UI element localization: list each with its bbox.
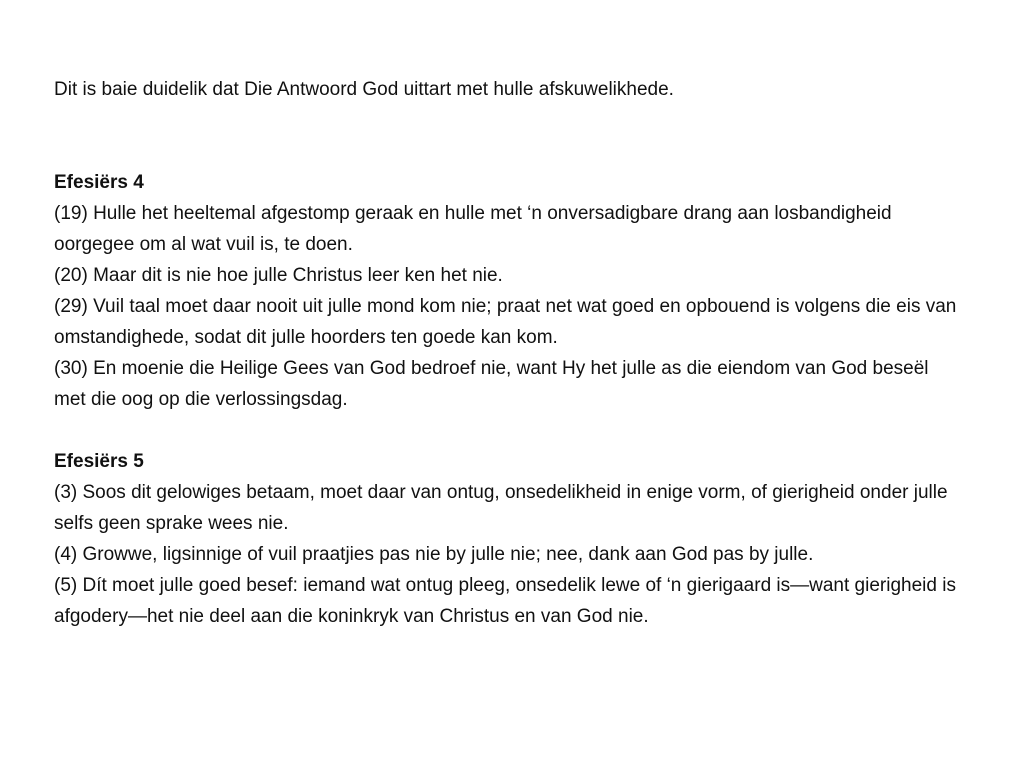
verse-20: (20) Maar dit is nie hoe julle Christus leer ken het nie. — [54, 265, 503, 286]
verse-29: (29) Vuil taal moet daar nooit uit julle mond kom nie; praat net wat goed en opbouend is volgens die eis van omstandighede, sodat dit julle hoorders ten goede kan kom. — [54, 296, 957, 348]
intro-text: Dit is baie duidelik dat Die Antwoord God uittart met hulle afskuwelikhede. — [54, 79, 674, 100]
verse-30: (30) En moenie die Heilige Gees van God bedroef nie, want Hy het julle as die eiendom van God beseël met die oog op die verlossingsdag. — [54, 358, 929, 410]
verse-5: (5) Dít moet julle goed besef: iemand wat ontug pleeg, onsedelik lewe of ‘n gierigaard is—want gierigheid is afgodery—het nie deel aan die koninkryk van Christus en van God nie. — [54, 575, 956, 627]
verse-19: (19) Hulle het heeltemal afgestomp geraak en hulle met ‘n onversadigbare drang aan losbandigheid oorgegee om al wat vuil is, te doen. — [54, 203, 892, 255]
verse-4: (4) Growwe, ligsinnige of vuil praatjies pas nie by julle nie; nee, dank aan God pas by julle. — [54, 544, 814, 565]
verse-3: (3) Soos dit gelowiges betaam, moet daar van ontug, onsedelikheid in enige vorm, of gierigheid onder julle selfs geen sprake wees nie. — [54, 482, 948, 534]
section-heading: Efesiërs 4 — [54, 172, 144, 193]
section-efesiers-4 — [54, 167, 964, 415]
section-efesiers-5 — [54, 446, 964, 632]
slide-body — [54, 74, 964, 632]
section-heading: Efesiërs 5 — [54, 451, 144, 472]
